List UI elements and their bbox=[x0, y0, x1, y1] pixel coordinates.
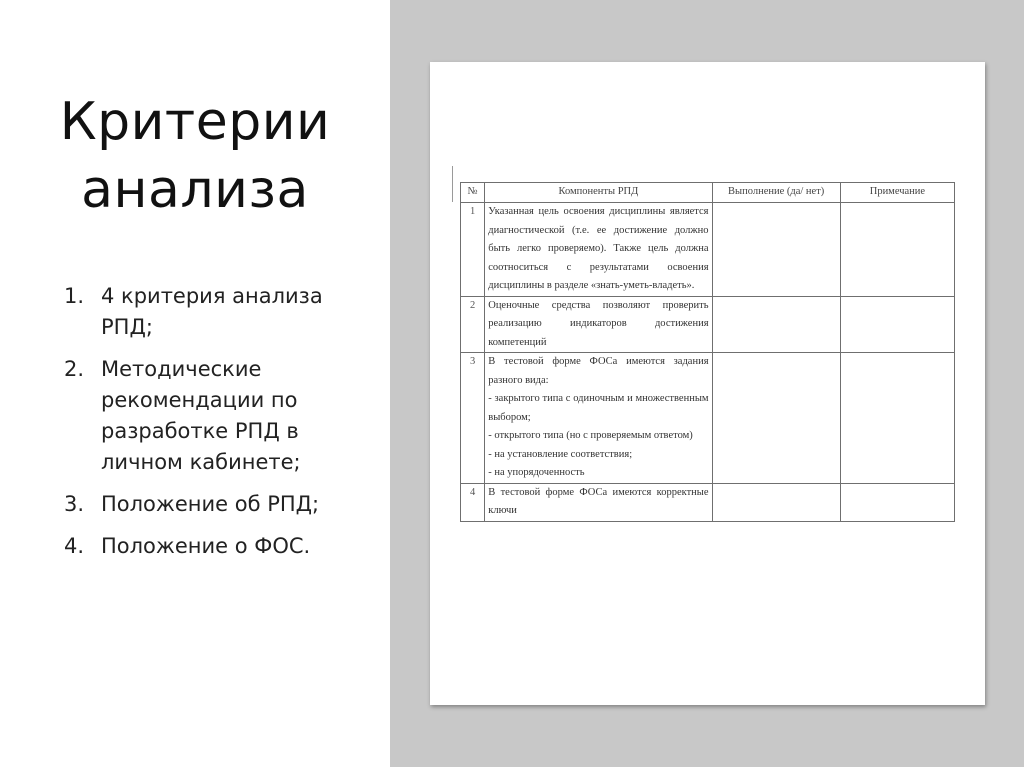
header-number: № bbox=[461, 183, 485, 203]
row-note bbox=[840, 296, 954, 353]
criteria-text: Положение о ФОС. bbox=[101, 534, 311, 558]
criteria-text: Положение об РПД; bbox=[101, 492, 320, 516]
criteria-text: 4 критерия анализа РПД; bbox=[101, 284, 323, 339]
table-row bbox=[461, 353, 955, 484]
criteria-item bbox=[64, 281, 364, 343]
row-component: Оценочные средства позволяют проверить реализацию индикаторов достижения компетенций bbox=[485, 296, 712, 353]
row-completion bbox=[712, 203, 840, 297]
criteria-number: 2. bbox=[64, 357, 85, 381]
title-line-2: анализа bbox=[81, 160, 309, 220]
title-line-1: Критерии bbox=[59, 92, 331, 152]
row-note bbox=[840, 203, 954, 297]
row-note bbox=[840, 353, 954, 484]
criteria-number: 4. bbox=[64, 534, 85, 558]
criteria-list bbox=[64, 281, 364, 573]
row-number: 4 bbox=[461, 483, 485, 521]
slide-title bbox=[30, 88, 360, 224]
row-component: В тестовой форме ФОСа имеются задания разного вида: - закрытого типа с одиночным и множественным выбором; - открытого типа (но с проверяемым ответом) - на установление соответствия; - на упорядоченность bbox=[485, 353, 712, 484]
criteria-number: 3. bbox=[64, 492, 85, 516]
header-note: Примечание bbox=[840, 183, 954, 203]
criteria-item bbox=[64, 531, 364, 562]
row-note bbox=[840, 483, 954, 521]
table-row bbox=[461, 296, 955, 353]
slide-left-panel bbox=[0, 0, 390, 767]
row-component: В тестовой форме ФОСа имеются корректные ключи bbox=[485, 483, 712, 521]
row-completion bbox=[712, 483, 840, 521]
row-component: Указанная цель освоения дисциплины является диагностической (т.е. ее достижение должно быть легко проверяемо). Также цель должна соотноситься с результатами освоения дисциплины в разделе «знать-уметь-владеть». bbox=[485, 203, 712, 297]
rpd-criteria-table bbox=[460, 182, 955, 522]
table-move-handle-icon bbox=[452, 166, 459, 202]
row-number: 3 bbox=[461, 353, 485, 484]
header-completion: Выполнение (да/ нет) bbox=[712, 183, 840, 203]
table-row bbox=[461, 203, 955, 297]
row-number: 2 bbox=[461, 296, 485, 353]
table-row bbox=[461, 483, 955, 521]
header-components: Компоненты РПД bbox=[485, 183, 712, 203]
criteria-number: 1. bbox=[64, 284, 85, 308]
criteria-text: Методические рекомендации по разработке РПД в личном кабинете; bbox=[101, 357, 301, 474]
row-completion bbox=[712, 296, 840, 353]
document-page bbox=[430, 62, 985, 705]
criteria-item bbox=[64, 489, 364, 520]
table-header-row bbox=[461, 183, 955, 203]
row-completion bbox=[712, 353, 840, 484]
row-number: 1 bbox=[461, 203, 485, 297]
criteria-item bbox=[64, 354, 364, 478]
